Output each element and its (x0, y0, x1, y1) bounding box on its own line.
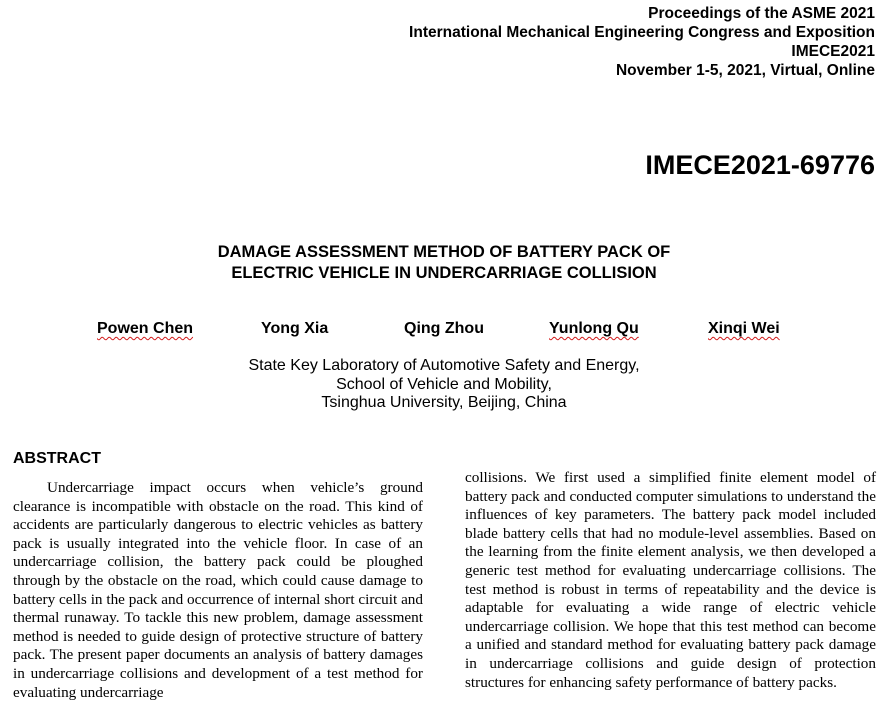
paper-title-line-1: DAMAGE ASSESSMENT METHOD OF BATTERY PACK OF (217, 243, 671, 261)
conference-acronym: IMECE2021 (791, 43, 875, 60)
author-powen-chen: Powen Chen (97, 320, 194, 337)
paper-title-line-2: ELECTRIC VEHICLE IN UNDERCARRIAGE COLLISION (231, 264, 657, 282)
author-xinqi-wei: Xinqi Wei (708, 320, 780, 337)
conference-proceedings: Proceedings of the ASME 2021 (648, 5, 875, 22)
author-qing-zhou: Qing Zhou (404, 320, 484, 337)
conference-name: International Mechanical Engineering Congress and Exposition (409, 24, 875, 41)
affiliation-lab: State Key Laboratory of Automotive Safety and Energy, (248, 357, 640, 374)
affiliation (0, 357, 882, 413)
author-yunlong-qu: Yunlong Qu (549, 320, 639, 337)
conference-header (409, 4, 875, 80)
abstract-heading: ABSTRACT (13, 450, 101, 467)
paper-id: IMECE2021-69776 (645, 150, 875, 180)
author-yong-xia: Yong Xia (261, 320, 329, 337)
affiliation-school: School of Vehicle and Mobility, (336, 375, 552, 393)
author-list (0, 319, 882, 341)
affiliation-university: Tsinghua University, Beijing, China (321, 394, 567, 411)
paper-title (0, 242, 882, 284)
abstract-right-column: collisions. We first used a simplified finite element model of battery pack and conducted computer simulations to understand the influences of key parameters. The battery pack model included blade battery cells that had no module-level assemblies. Based on the learning from the finite element analysis, we then developed a generic test method for evaluating undercarriage collisions. The test method is robust in terms of repeatability and the device is adaptable for evaluating a wide range of electric vehicle undercarriage collision. We hope that this test method can become a unified and standard method for evaluating battery pack damage in undercarriage collisions and guide design of protection structures for enhancing safety performance of battery packs. (465, 469, 876, 691)
conference-dates: November 1-5, 2021, Virtual, Online (615, 62, 875, 79)
abstract-left-column: Undercarriage impact occurs when vehicle’s ground clearance is incompatible with obstacle on the road. This kind of accidents are particularly dangerous to electric vehicles as battery pack is usually integrated into the vehicle floor. In case of an undercarriage collision, the battery pack could be ploughed through by the obstacle on the road, which could cause damage to battery cells in the pack and occurrence of internal short circuit and thermal runaway. To tackle this new problem, damage assessment method is needed to guide design of protective structure of battery pack. The present paper documents an analysis of battery damages in undercarriage collisions and development of a test method for evaluating undercarriage (13, 479, 423, 701)
